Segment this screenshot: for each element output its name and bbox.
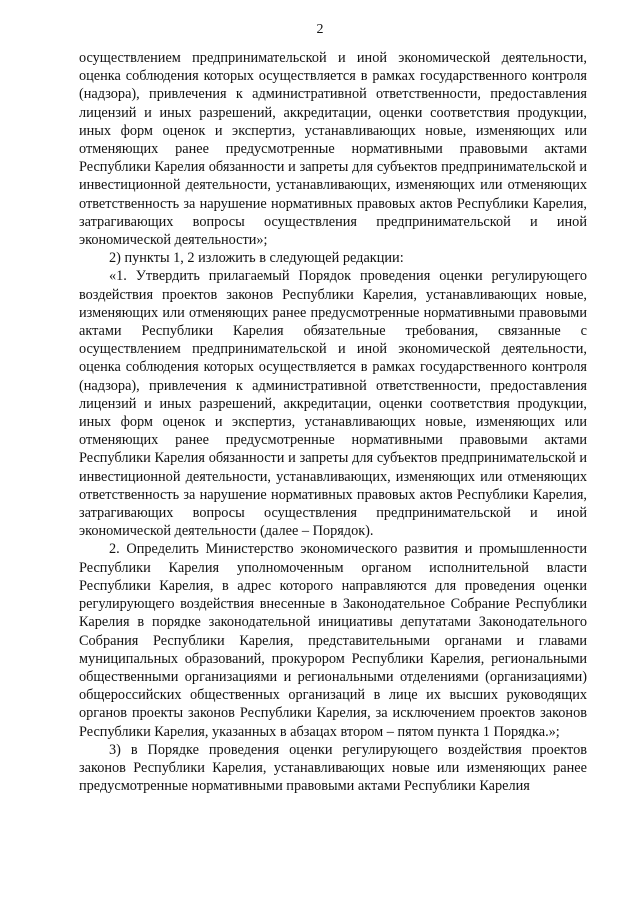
paragraph-quote-point-1: «1. Утвердить прилагаемый Порядок проведения оценки регулирующего воздействия проектов законов Республики Карелия, устанавливающих новые, изменяющих или отменяющих ранее предусмотренные нормативными правовыми актами Республики Карелия обязательные требования, связанные с осуществлением предпринимательской и иной экономической деятельности, оценка соблюдения которых осуществляется в рамках государственного контроля (надзора), привлечения к административной ответственности, предоставления лицензий и иных разрешений, аккредитации, оценки соответствия продукции, иных форм оценок и экспертиз, устанавливающих новые, изменяющих или отменяющих ранее предусмотренные нормативными правовыми актами Республики Карелия обязанности и запреты для субъектов предпринимательской и инвестиционной деятельности, устанавливающих, изменяющих или отменяющих ответственность за нарушение нормативных правовых актов Республики Карелия, затрагивающих вопросы осуществления предпринимательской и иной экономической деятельности (далее – Порядок). [79, 268, 587, 540]
paragraph-item-2: 2) пункты 1, 2 изложить в следующей редакции: [109, 250, 404, 267]
page-number: 2 [316, 22, 324, 37]
paragraph-continuation: осуществлением предпринимательской и иной экономической деятельности, оценка соблюдения которых осуществляется в рамках государственного контроля (надзора), привлечения к административной ответственности, предоставления лицензий и иных разрешений, аккредитации, оценки соответствия продукции, иных форм оценок и экспертиз, устанавливающих новые, изменяющих или отменяющих ранее предусмотренные нормативными правовыми актами Республики Карелия обязанности и запреты для субъектов предпринимательской и инвестиционной деятельности, устанавливающих, изменяющих или отменяющих ответственность за нарушение нормативных правовых актов Республики Карелия, затрагивающих вопросы осуществления предпринимательской и иной экономической деятельности»; [79, 50, 587, 249]
paragraph-item-3: 3) в Порядке проведения оценки регулирующего воздействия проектов законов Республики Карелия, устанавливающих новые или изменяющих ранее предусмотренные нормативными правовыми актами Республики Карелия [79, 741, 587, 795]
paragraph-quote-point-2: 2. Определить Министерство экономического развития и промышленности Республики Карелия уполномоченным органом исполнительной власти Республики Карелия, в адрес которого направляются для проведения оценки регулирующего воздействия внесенные в Законодательное Собрание Республики Карелия в порядке законодательной инициативы депутатами Законодательного Собрания Республики Карелия, представительными органами и главами муниципальных образований, прокурором Республики Карелия, региональными общественными организациями и региональными отделениями (организациями) общероссийских общественных организаций в лице их высших руководящих органов проекты законов Республики Карелия, за исключением проектов законов Республики Карелия, указанных в абзацах втором – пятом пункта 1 Порядка.»; [79, 541, 587, 740]
document-body [79, 49, 587, 795]
